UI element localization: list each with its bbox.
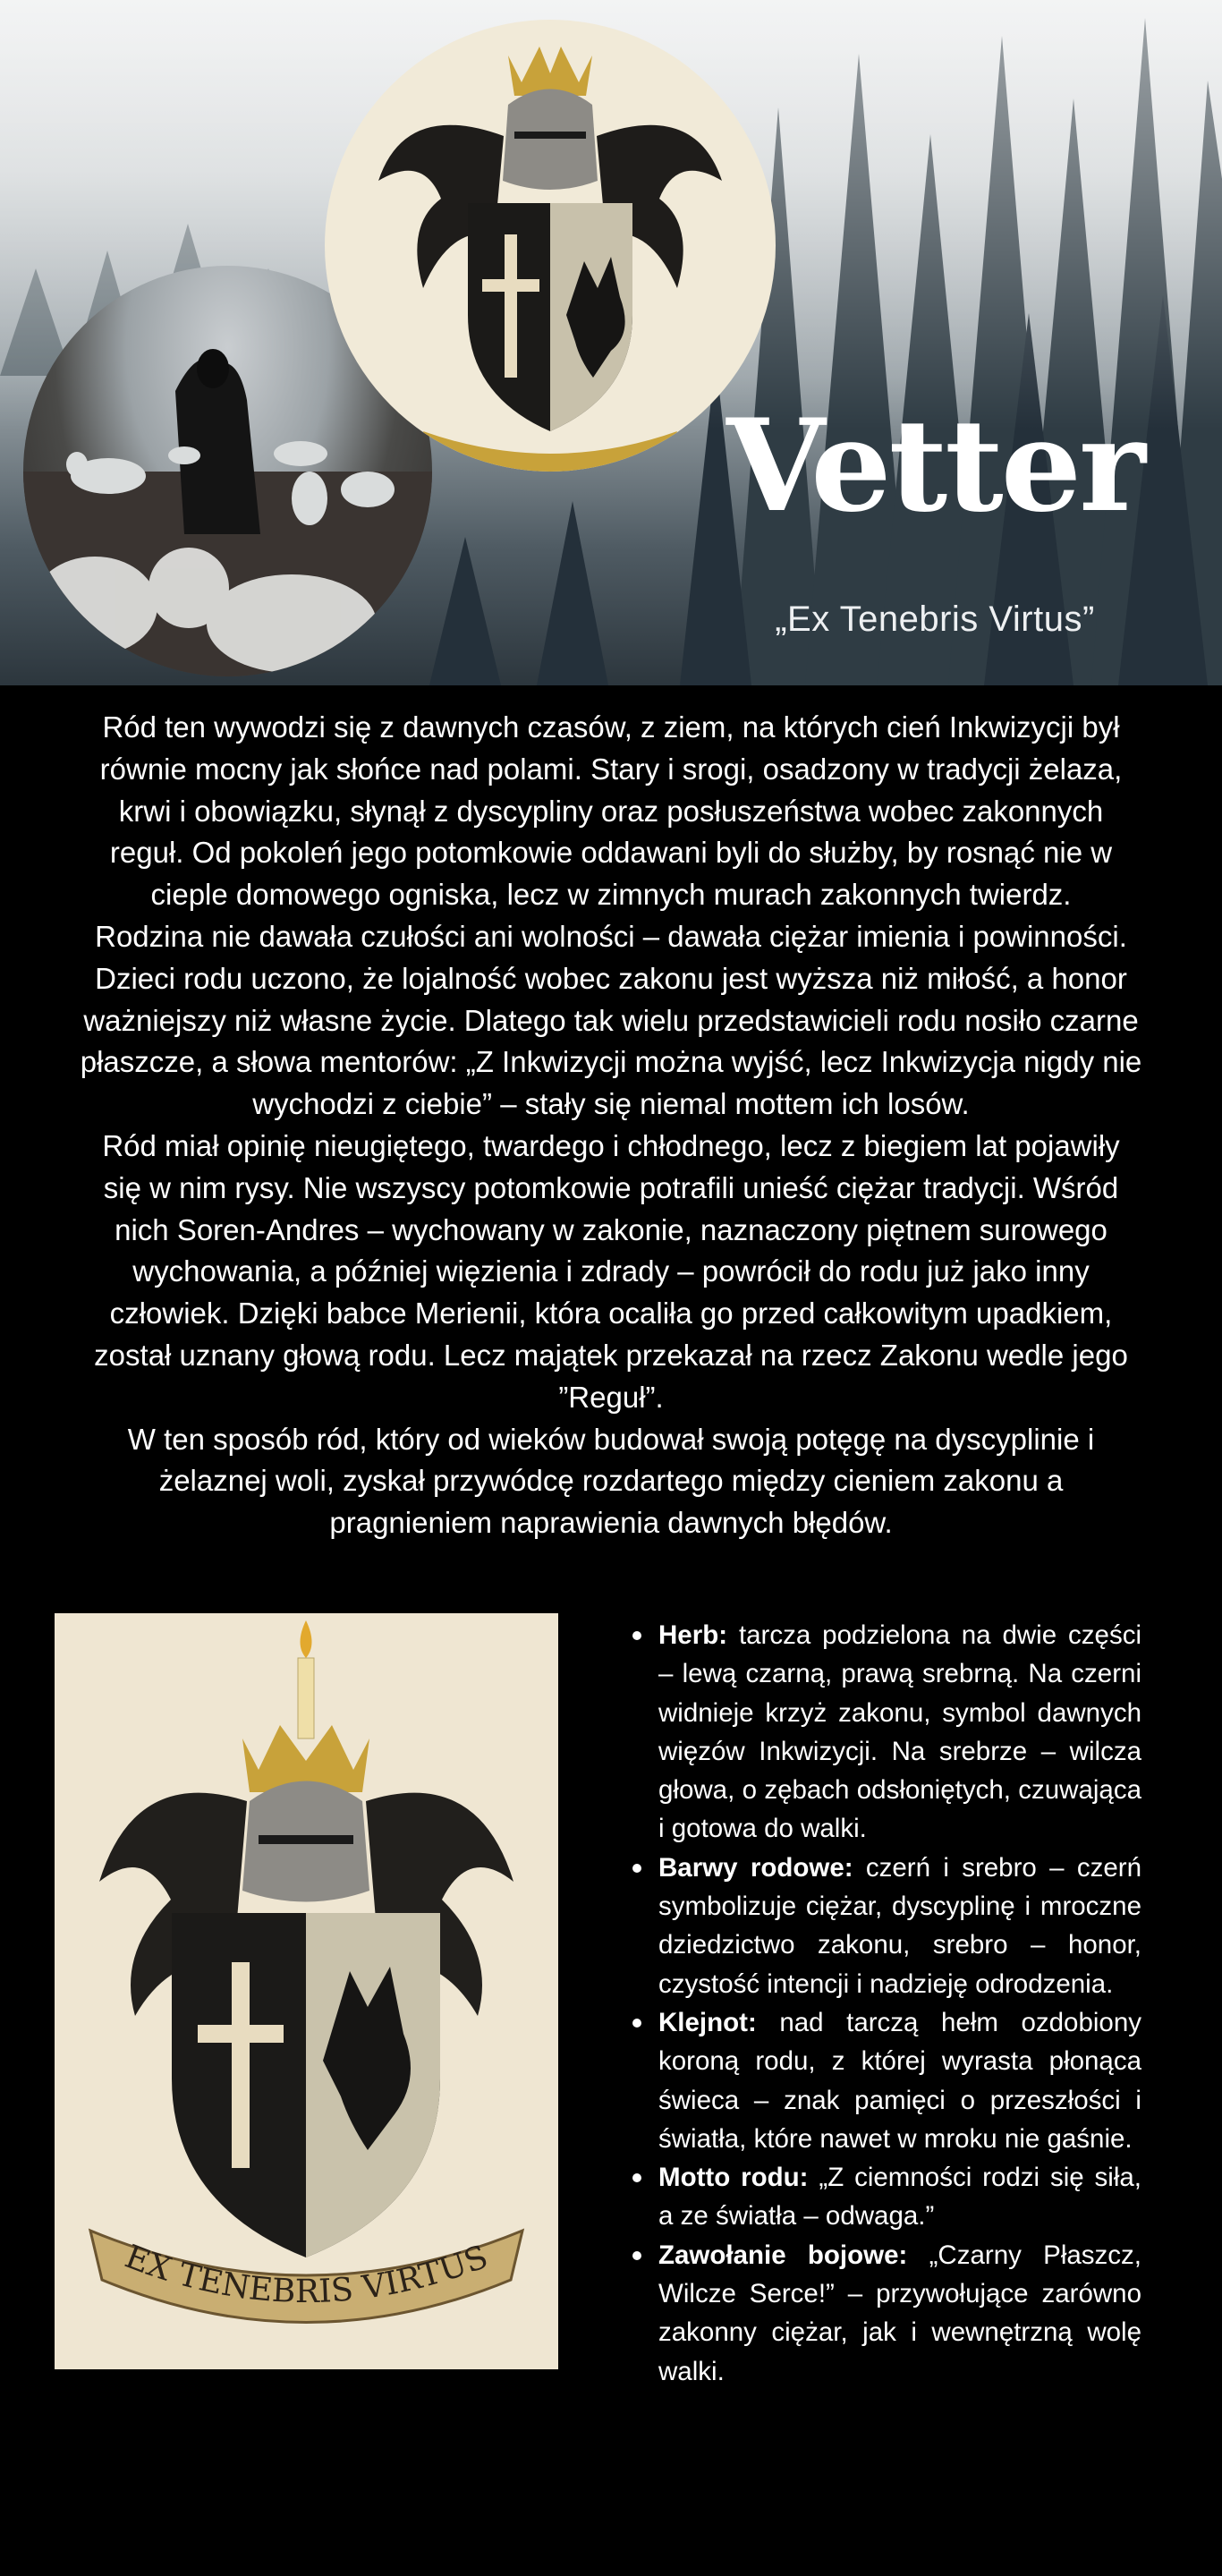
fact-label: Zawołanie bojowe: bbox=[658, 2240, 908, 2270]
history-line: cieple domowego ogniska, lecz w zimnych murach zakonnych twierdz. bbox=[150, 878, 1072, 912]
fact-text: „Czarny Płaszcz, Wilcze Serce!” – przywołujące zarówno zakonny ciężar, jak i wewnętrzną wolę walki. bbox=[658, 2240, 1141, 2386]
history-line: krwi i obowiązku, słynął z dyscypliny oraz posłuszeństwa wobec zakonnych bbox=[118, 794, 1104, 828]
history-line: pragnieniem naprawienia dawnych błędów. bbox=[329, 1506, 893, 1540]
history-line: płaszcze, a słowa mentorów: „Z Inkwizycji można wyjść, lecz Inkwizycja nigdy nie bbox=[80, 1045, 1142, 1079]
history-line: człowiek. Dzięki babce Merienii, która ocaliła go przed całkowitym upadkiem, bbox=[109, 1297, 1113, 1331]
history-line: W ten sposób ród, który od wieków budował swoją potęgę na dyscyplinie i bbox=[127, 1422, 1095, 1456]
history-line: żelaznej woli, zyskał przywódcę rozdartego między cieniem zakonu a bbox=[158, 1464, 1064, 1498]
family-history-text bbox=[0, 707, 1222, 1544]
fact-item-battle-cry bbox=[632, 2236, 1141, 2391]
history-line: Ród ten wywodzi się z dawnych czasów, z ziem, na których cień Inkwizycji był bbox=[102, 710, 1120, 744]
coat-of-arms-icon bbox=[55, 1613, 558, 2369]
fact-text: nad tarczą hełm ozdobiony koroną rodu, z której wyrasta płonąca świeca – znak pamięci o przeszłości i światła, które nawet w mroku nie gaśnie. bbox=[658, 2007, 1141, 2154]
history-line: wychowania, a później więzienia i zdrady – powrócił do rodu już jako inny bbox=[132, 1254, 1090, 1288]
banner-motto-text: EX TENEBRIS VIRTUS bbox=[120, 2238, 493, 2311]
fact-text: czerń i srebro – czerń symbolizuje ciężar, dyscyplinę i mroczne dziedzictwo zakonu, srebro – honor, czystość intencji i nadzieję odrodzenia. bbox=[658, 1852, 1141, 1999]
hero-banner bbox=[0, 0, 1222, 685]
fact-item-crest bbox=[632, 2003, 1141, 2158]
fact-item-herb bbox=[632, 1616, 1141, 1849]
bullet-icon bbox=[632, 1631, 641, 1640]
fact-label: Motto rodu: bbox=[658, 2163, 809, 2193]
heraldry-facts-list bbox=[632, 1616, 1141, 2391]
fact-text: tarcza podzielona na dwie części – lewą czarną, prawą srebrną. Na czerni widnieje krzyż zakonu, symbol dawnych więzów Inkwizycji. Na srebrze – wilcza głowa, o zębach odsłoniętych, czuwająca i gotowa do walki. bbox=[658, 1620, 1141, 1844]
history-line: nich Soren-Andres – wychowany w zakonie, naznaczony piętnem surowego bbox=[115, 1212, 1107, 1246]
coat-of-arms-icon bbox=[325, 20, 776, 472]
history-line: reguł. Od pokoleń jego potomkowie oddawani byli do służby, by rosnąć nie w bbox=[109, 836, 1113, 870]
fact-item-colors bbox=[632, 1849, 1141, 2003]
fact-label: Herb: bbox=[658, 1620, 728, 1650]
history-line: równie mocny jak słońce nad polami. Stary i srogi, osadzony w tradycji żelaza, bbox=[99, 752, 1123, 786]
history-line: się w nim rysy. Nie wszyscy potomkowie potrafili unieść ciężar tradycji. Wśród bbox=[103, 1170, 1119, 1204]
history-line: ważniejszy niż własne życie. Dlatego tak wielu przedstawicieli rodu nosiło czarne bbox=[83, 1003, 1139, 1037]
fact-label: Barwy rodowe: bbox=[658, 1852, 853, 1883]
fact-label: Klejnot: bbox=[658, 2007, 757, 2037]
family-motto: „Ex Tenebris Virtus” bbox=[775, 599, 1095, 639]
history-line: ”Reguł”. bbox=[558, 1380, 664, 1414]
fact-text: „Z ciemności rodzi się siła, a ze światła – odwaga.” bbox=[658, 2163, 1141, 2232]
bullet-icon bbox=[632, 1864, 641, 1873]
history-line: Rodzina nie dawała czułości ani wolności – dawała ciężar imienia i powinności. bbox=[95, 919, 1127, 953]
bullet-icon bbox=[632, 2019, 641, 2028]
fact-item-motto bbox=[632, 2158, 1141, 2236]
coat-of-arms-illustration bbox=[55, 1613, 558, 2369]
bullet-icon bbox=[632, 2251, 641, 2260]
history-line: Dzieci rodu uczono, że lojalność wobec zakonu jest wyższa niż miłość, a honor bbox=[95, 961, 1127, 995]
crest-circle bbox=[325, 20, 776, 472]
history-line: został uznany głową rodu. Lecz majątek przekazał na rzecz Zakonu wedle jego bbox=[94, 1338, 1128, 1372]
family-name-title: Vetter bbox=[726, 392, 1143, 540]
history-line: wychodzi z ciebie” – stały się niemal mottem ich losów. bbox=[252, 1087, 970, 1121]
history-line: Ród miał opinię nieugiętego, twardego i chłodnego, lecz z biegiem lat pojawiły bbox=[102, 1128, 1120, 1162]
bullet-icon bbox=[632, 2173, 641, 2182]
